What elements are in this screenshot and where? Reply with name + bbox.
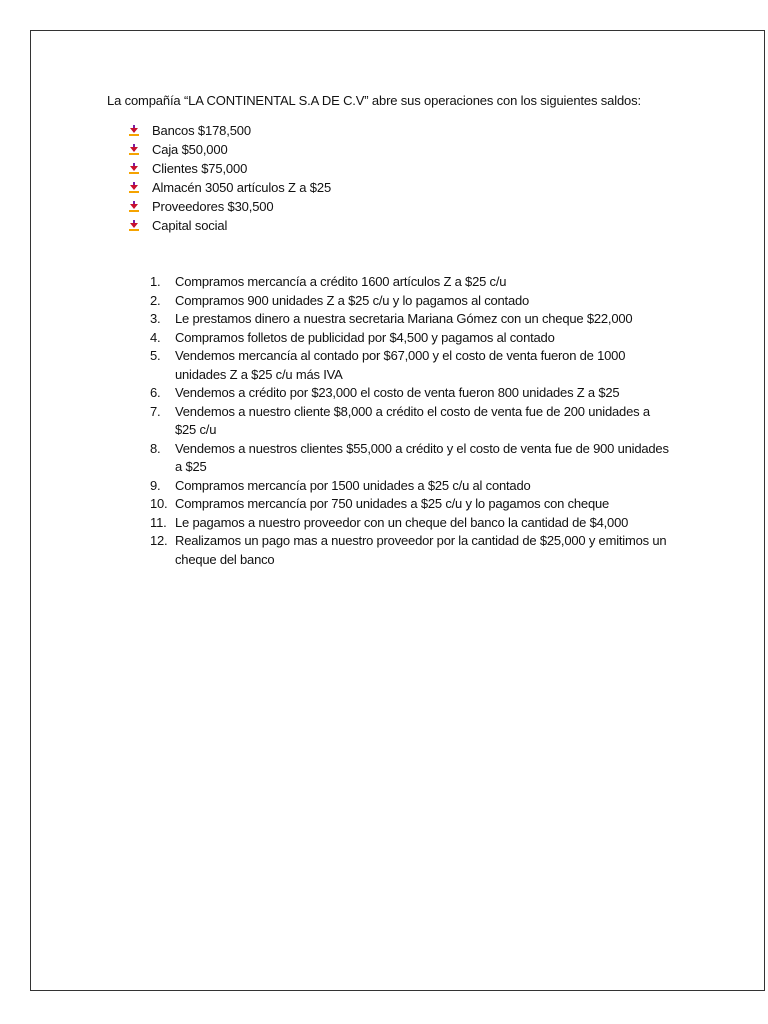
operation-number: 10. xyxy=(150,496,168,511)
operation-text: Compramos folletos de publicidad por $4,500 y pagamos al contado xyxy=(175,329,555,345)
operation-item xyxy=(150,440,670,477)
operations-list xyxy=(150,273,670,569)
operation-item xyxy=(150,273,670,292)
operation-text: Vendemos a nuestros clientes $55,000 a crédito y el costo de venta fue de 900 unidades a $25 xyxy=(175,440,669,474)
operation-text: Realizamos un pago mas a nuestro proveedor por la cantidad de $25,000 y emitimos un cheque del banco xyxy=(175,533,667,567)
operation-item xyxy=(150,292,670,311)
operation-number: 12. xyxy=(150,533,168,548)
opening-balances-list xyxy=(128,121,331,235)
operation-number: 7. xyxy=(150,403,161,419)
operation-text: Vendemos a nuestro cliente $8,000 a crédito el costo de venta fue de 200 unidades a $25 c/u xyxy=(175,403,650,437)
balance-item-clientes xyxy=(128,159,331,178)
intro-paragraph: La compañía “LA CONTINENTAL S.A DE C.V” abre sus operaciones con los siguientes saldos: xyxy=(107,93,641,108)
arrow-down-bullet-icon xyxy=(128,182,140,194)
operation-text: Compramos mercancía a crédito 1600 artículos Z a $25 c/u xyxy=(175,274,507,289)
operation-text: Compramos mercancía por 1500 unidades a $25 c/u al contado xyxy=(175,477,531,493)
balance-item-bancos xyxy=(128,121,331,140)
balance-item-label: Capital social xyxy=(152,218,228,233)
balance-item-capital-social xyxy=(128,216,331,235)
operation-number: 3. xyxy=(150,311,161,326)
arrow-down-bullet-icon xyxy=(128,125,140,137)
operation-number: 8. xyxy=(150,440,161,456)
arrow-down-bullet-icon xyxy=(128,163,140,175)
operation-number: 9. xyxy=(150,477,161,493)
balance-item-label: Clientes $75,000 xyxy=(152,161,248,176)
balance-item-proveedores xyxy=(128,197,331,216)
operation-item xyxy=(150,347,670,384)
operation-item xyxy=(150,514,670,533)
operation-item xyxy=(150,477,670,496)
balance-item-label: Caja $50,000 xyxy=(152,142,228,157)
operation-number: 11. xyxy=(150,514,167,530)
operation-number: 2. xyxy=(150,292,161,308)
operation-item xyxy=(150,329,670,348)
operation-number: 6. xyxy=(150,385,161,400)
balance-item-caja xyxy=(128,140,331,159)
operation-text: Compramos 900 unidades Z a $25 c/u y lo pagamos al contado xyxy=(175,292,530,308)
balance-item-almacen xyxy=(128,178,331,197)
operation-text: Vendemos mercancía al contado por $67,000 y el costo de venta fueron de 1000 unidades Z a $25 c/u más IVA xyxy=(175,348,626,382)
balance-item-label: Almacén 3050 artículos Z a $25 xyxy=(152,180,332,195)
balance-item-label: Proveedores $30,500 xyxy=(152,199,274,214)
arrow-down-bullet-icon xyxy=(128,201,140,213)
operation-number: 5. xyxy=(150,348,161,363)
operation-item xyxy=(150,310,670,329)
operation-item xyxy=(150,403,670,440)
arrow-down-bullet-icon xyxy=(128,144,140,156)
operation-text: Vendemos a crédito por $23,000 el costo de venta fueron 800 unidades Z a $25 xyxy=(175,385,620,400)
operation-item xyxy=(150,495,670,514)
balance-item-label: Bancos $178,500 xyxy=(152,123,251,138)
operation-text: Le prestamos dinero a nuestra secretaria Mariana Gómez con un cheque $22,000 xyxy=(175,311,633,326)
operation-number: 4. xyxy=(150,329,161,345)
operation-text: Compramos mercancía por 750 unidades a $25 c/u y lo pagamos con cheque xyxy=(175,496,610,511)
operation-text: Le pagamos a nuestro proveedor con un cheque del banco la cantidad de $4,000 xyxy=(175,514,629,530)
operation-number: 1. xyxy=(150,274,161,289)
operation-item xyxy=(150,532,670,569)
arrow-down-bullet-icon xyxy=(128,220,140,232)
operation-item xyxy=(150,384,670,403)
